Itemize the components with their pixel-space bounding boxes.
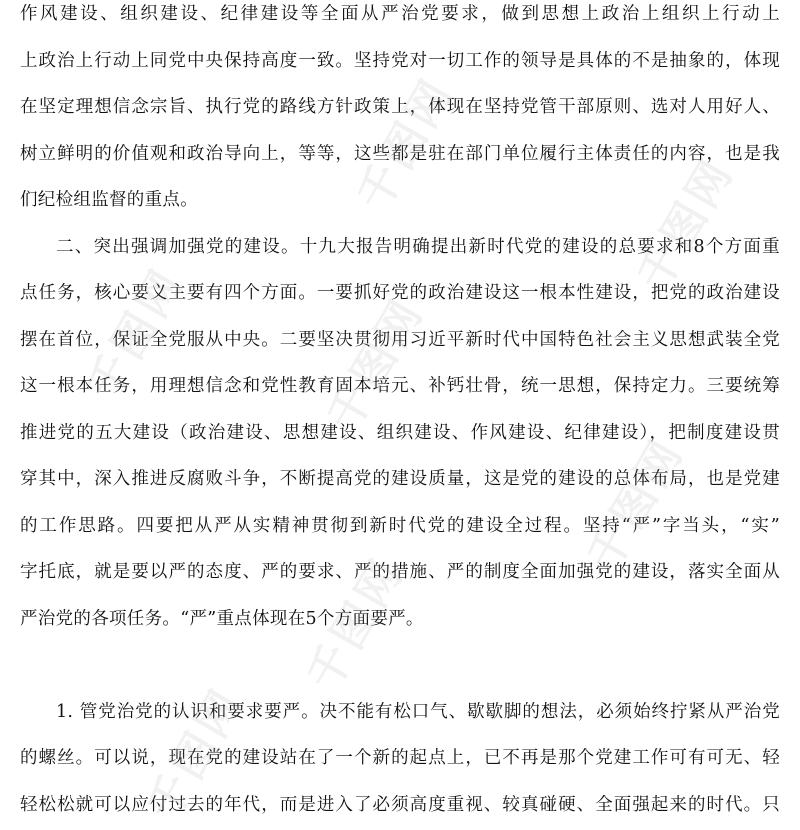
watermark: 千图网: [577, 429, 694, 580]
text-line: 字托底，就是要以严的态度、严的要求、严的措施、严的制度全面加强党的建设，落实全面从: [20, 562, 780, 582]
text-line: 点任务，核心要义主要有四个方面。一要抓好党的政治建设这一根本性建设，把党的政治建设: [20, 283, 780, 303]
section-heading-line: 二、突出强调加强党的建设。十九大报告明确提出新时代党的建设的总要求和8个方面重: [56, 236, 780, 257]
watermark: 千图网: [347, 69, 464, 220]
text-line: 严治党的各项任务。“严”重点体现在5个方面要严。: [20, 608, 424, 629]
numbered-item-line: 1. 管党治党的认识和要求要严。决不能有松口气、歇歇脚的想法，必须始终拧紧从严治党: [56, 701, 780, 722]
text-line: 的工作思路。四要把从严从实精神贯彻到新时代党的建设全过程。坚持“严”字当头，“实”: [20, 515, 780, 536]
text-line: 作风建设、组织建设、纪律建设等全面从严治党要求，做到思想上政治上组织上行动上: [20, 4, 780, 24]
text-line: 摆在首位，保证全党服从中央。二要坚决贯彻用习近平新时代中国特色社会主义思想武装全党: [20, 329, 780, 350]
watermark: 千图网: [317, 289, 434, 440]
text-line: 上政治上行动上同党中央保持高度一致。坚持党对一切工作的领导是具体的不是抽象的，体现: [20, 50, 780, 71]
watermark: 千图网: [77, 259, 194, 410]
watermark: 千图网: [627, 149, 744, 300]
document-body: [20, 0, 780, 828]
text-line: 穿其中，深入推进反腐败斗争，不断提高党的建设质量，这是党的建设的总体布局，也是党建: [20, 469, 780, 489]
text-line: 树立鲜明的价值观和政治导向上，等等，这些都是驻在部门单位履行主体责任的内容，也是我: [20, 143, 780, 164]
text-line: 在坚定理想信念宗旨、执行党的路线方针政策上，体现在坚持党管干部原则、选对人用好人、: [20, 97, 780, 117]
paragraph-gap: [20, 642, 780, 689]
text-line: 推进党的五大建设（政治建设、思想建设、组织建设、作风建设、纪律建设），把制度建设贯: [20, 422, 780, 443]
watermark: 千图网: [297, 549, 414, 700]
text-line: 这一根本任务，用理想信念和党性教育固本培元、补钙壮骨，统一思想，保持定力。三要统筹: [20, 376, 780, 396]
watermark: 千图网: [137, 679, 254, 830]
text-line: 轻松松就可以应付过去的年代，而是进入了必须高度重视、较真碰硬、全面强起来的时代。只: [20, 794, 780, 815]
text-line: 们纪检组监督的重点。: [20, 190, 198, 210]
text-line: 的螺丝。可以说，现在党的建设站在了一个新的起点上，已不再是那个党建工作可有可无、轻: [20, 748, 780, 768]
